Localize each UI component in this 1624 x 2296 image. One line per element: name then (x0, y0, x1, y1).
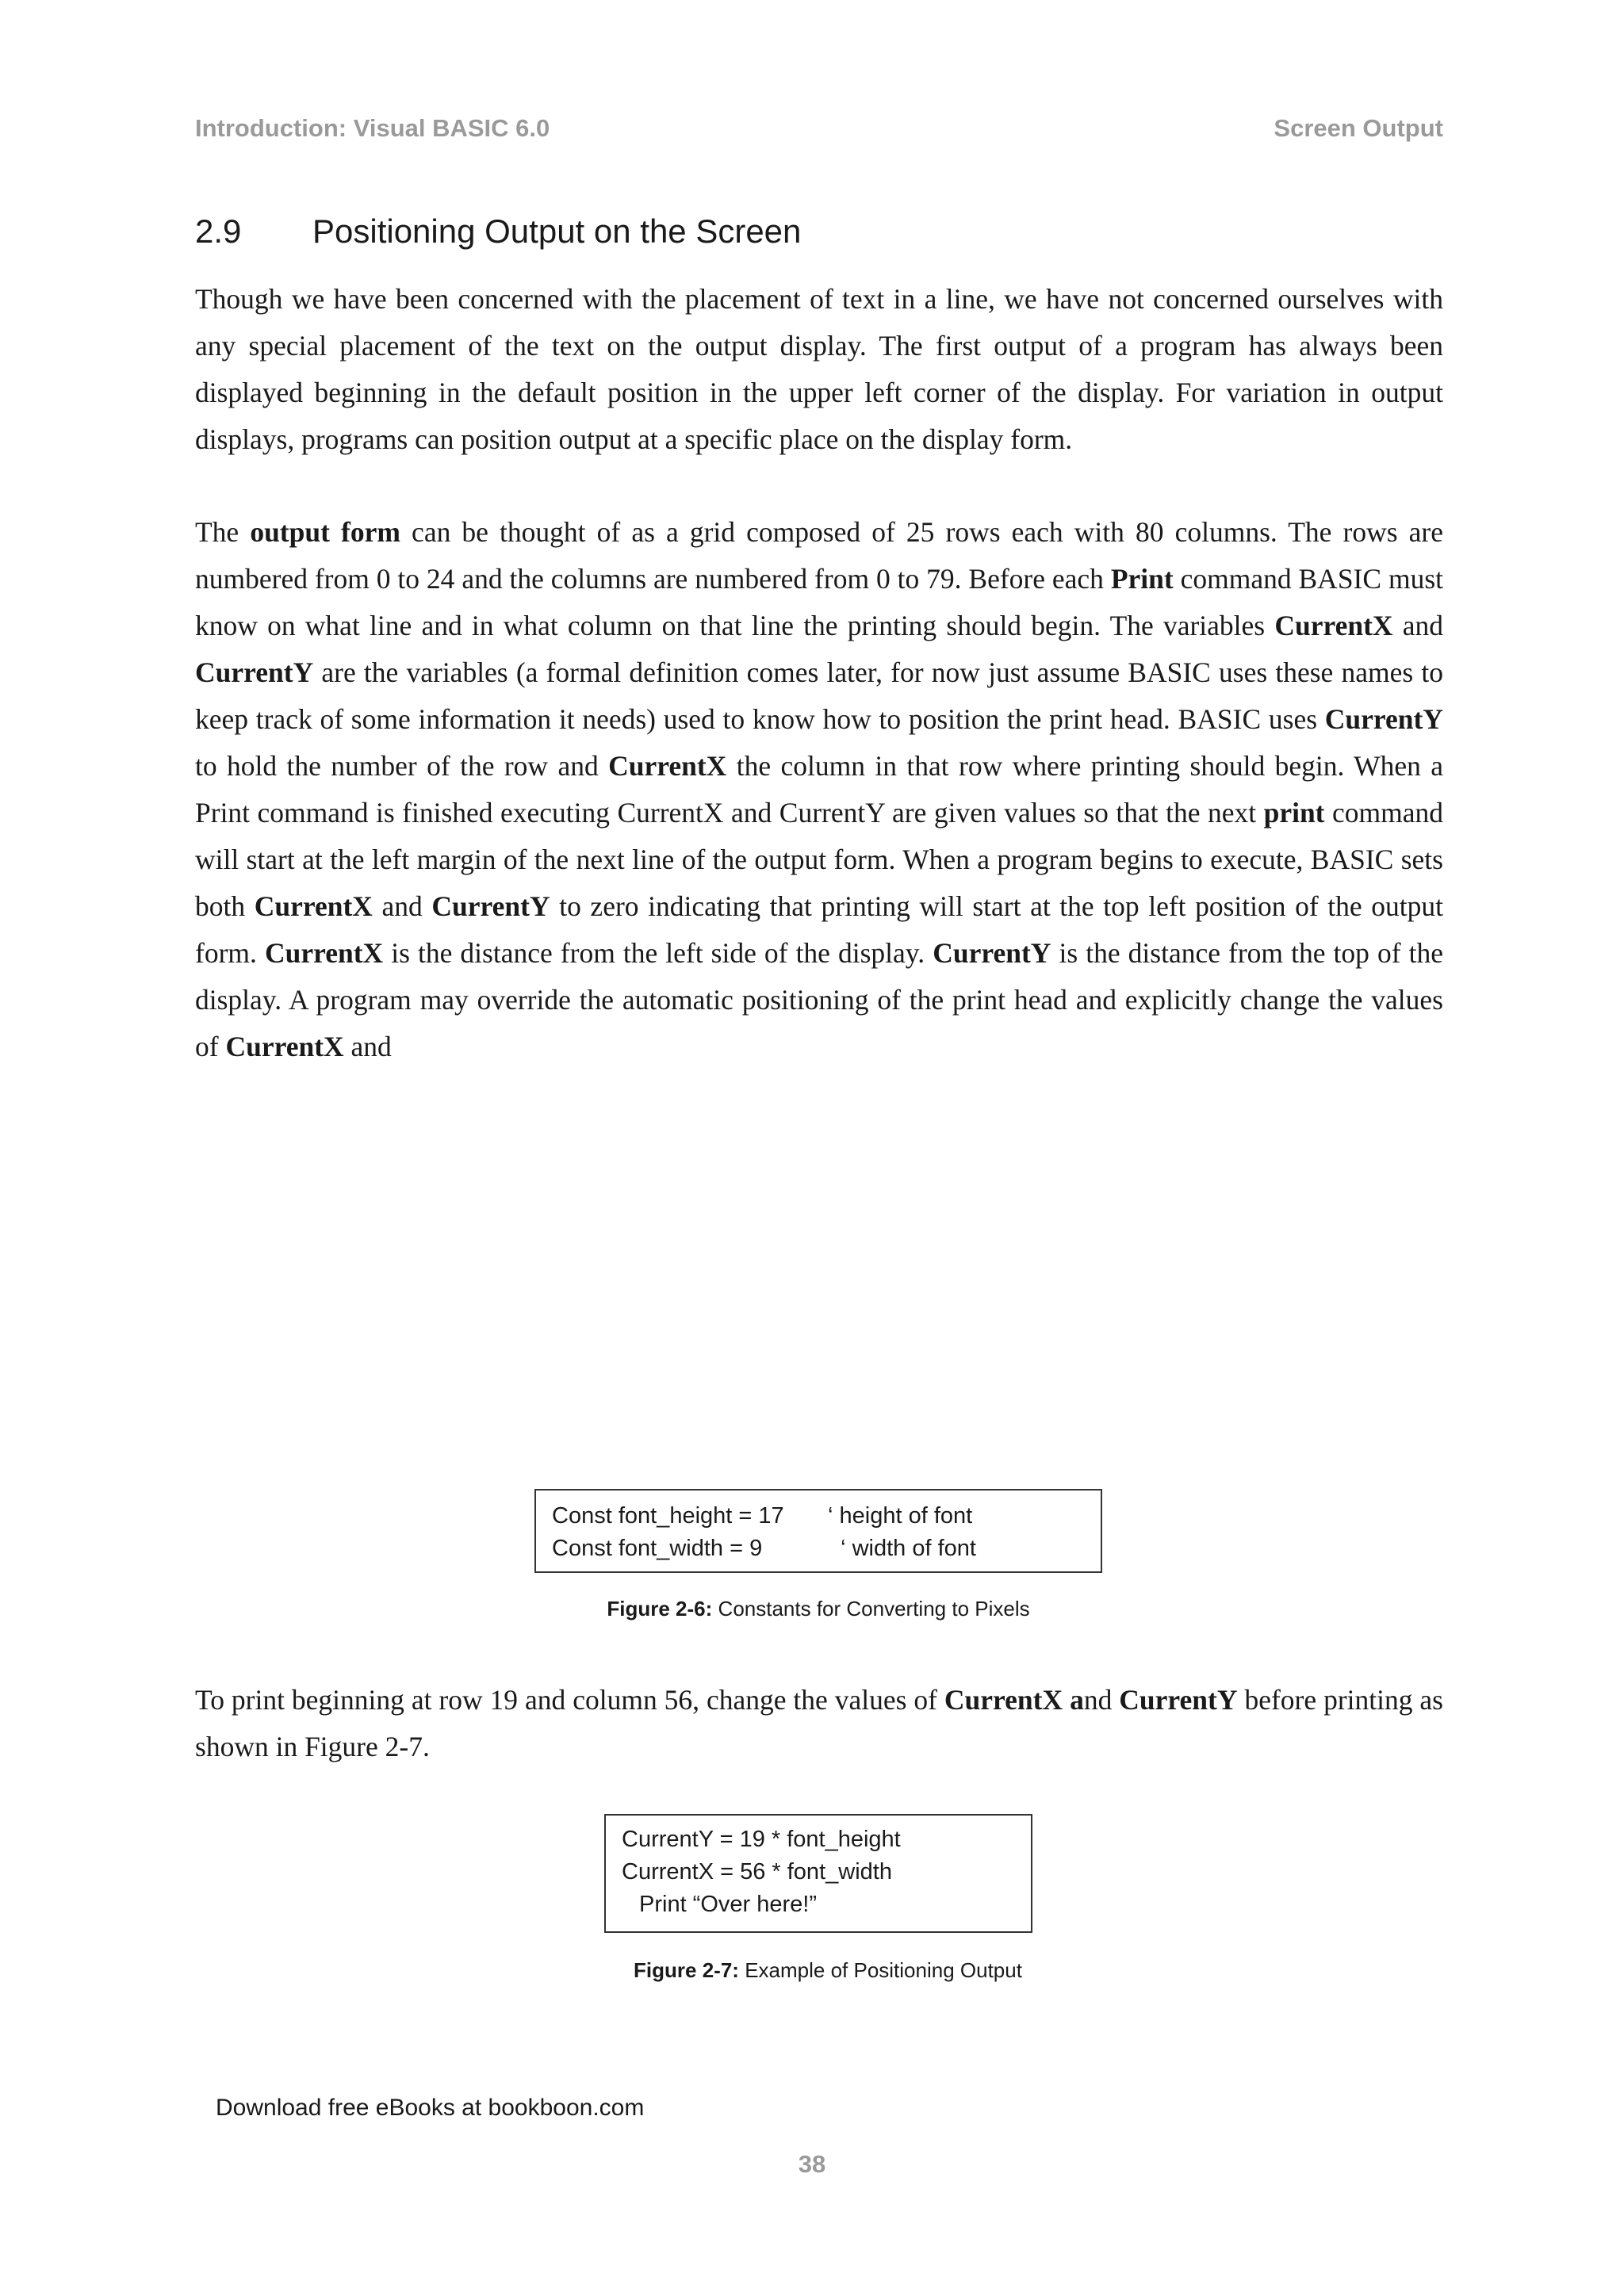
bold-term: CurrentX (225, 1031, 344, 1062)
bold-term: CurrentX (1274, 610, 1393, 641)
running-header (195, 114, 1443, 143)
figure-caption (16, 1958, 1624, 1983)
code-line: CurrentX = 56 * font_width (622, 1859, 892, 1885)
bold-term: CurrentY (195, 656, 314, 688)
text-run: command BASIC must know on what line and in what column on that line the printing should begin. The variables (195, 563, 1444, 641)
code-line (552, 1500, 1085, 1533)
text-run: is the distance from the top of the display. A program may override the automatic positioning of the print head and explicitly change the values of (195, 937, 1443, 1062)
text-run: can be thought of as a grid composed of 25 rows each with 80 columns. The rows are numbered from 0 to 24 and the columns are numbered from 0 to 79. Before each (195, 516, 1443, 595)
section-heading (195, 212, 801, 251)
figure-caption (6, 1597, 1624, 1621)
code-box-constants (534, 1489, 1102, 1573)
bold-term: CurrentY (431, 890, 550, 922)
text-run: command will start at the left margin of the next line of the output form. When a program begins to execute, BASIC sets both (195, 797, 1443, 922)
text-run: to zero indicating that printing will start at the top left position of the output form. (195, 890, 1443, 969)
bold-term: CurrentY (1324, 703, 1443, 735)
bold-term: output form (250, 516, 400, 548)
text-run: nd (1083, 1684, 1120, 1716)
text-run: the column in that row where printing should begin. When a Print command is finished executing CurrentX and CurrentY are given values so that the next (195, 750, 1444, 828)
code-statement: Const font_height = 17 (552, 1503, 784, 1529)
bold-term: CurrentX (608, 750, 727, 782)
text-run: and (343, 1031, 392, 1062)
bold-term: CurrentX a (944, 1684, 1084, 1716)
page-number: 38 (798, 2150, 826, 2178)
text-run: to hold the number of the row and (195, 750, 609, 782)
bold-term: Print (1110, 563, 1174, 595)
paragraph-text: Though we have been concerned with the placement of text in a line, we have not concerned ourselves with any special placement of the text on the output display. The first output of a program has always been displayed beginning in the default position in the upper left corner of the display. For variation in output displays, programs can position output at a specific place on the display form. (195, 283, 1443, 455)
paragraph-intro (195, 276, 1443, 463)
caption-text: Example of Positioning Output (738, 1958, 1022, 1982)
text-run: The (195, 516, 251, 548)
text-run: and (1392, 610, 1443, 641)
code-comment: ‘ height of font (828, 1503, 973, 1529)
text-run: and (372, 890, 432, 922)
text-run: are the variables (a formal definition comes later, for now just assume BASIC uses these names to keep track of some information it needs) used to know how to position the print head. BASIC uses (195, 656, 1443, 735)
code-statement: Const font_width = 9 (552, 1536, 763, 1561)
paragraph-example (195, 1677, 1443, 1770)
bold-term: CurrentY (1119, 1684, 1238, 1716)
download-link[interactable]: Download free eBooks at bookboon.com (216, 2095, 645, 2121)
header-book-title: Introduction: Visual BASIC 6.0 (195, 114, 550, 142)
code-comment: ‘ width of font (828, 1536, 976, 1561)
code-line (552, 1533, 1085, 1565)
code-line: CurrentY = 19 * font_height (622, 1827, 901, 1852)
bold-term: CurrentX (254, 890, 373, 922)
code-box-positioning (604, 1814, 1032, 1933)
text-run: before printing as shown in Figure 2-7. (195, 1684, 1444, 1762)
text-run: is the distance from the left side of the display. (383, 937, 933, 969)
bold-term: CurrentX (264, 937, 384, 969)
bold-term: print (1263, 797, 1325, 828)
caption-label: Figure 2-7: (634, 1958, 739, 1982)
section-title: Positioning Output on the Screen (312, 212, 802, 250)
code-line: Print “Over here!” (639, 1892, 817, 1917)
paragraph-output-form (195, 509, 1443, 1070)
bold-term: CurrentY (933, 937, 1051, 969)
section-number: 2.9 (195, 212, 242, 250)
text-run: To print beginning at row 19 and column 56, change the values of (195, 1684, 944, 1716)
caption-text: Constants for Converting to Pixels (712, 1597, 1030, 1621)
caption-label: Figure 2-6: (607, 1597, 713, 1621)
header-chapter-title: Screen Output (1274, 114, 1443, 142)
